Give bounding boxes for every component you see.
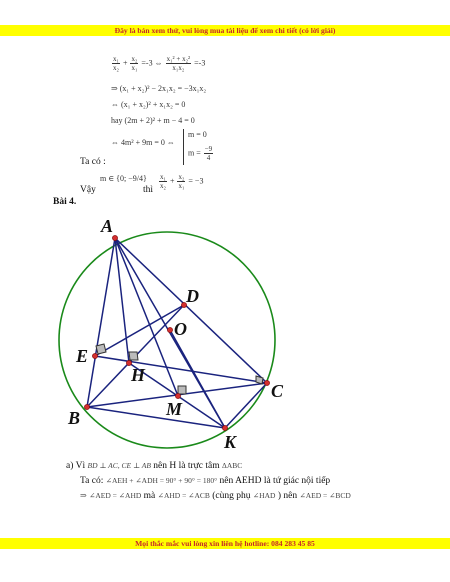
- label-b: B: [68, 408, 81, 428]
- point-o: [167, 327, 172, 332]
- segment-ck: [225, 383, 267, 428]
- label-c: C: [271, 381, 284, 401]
- point-c: [264, 380, 269, 385]
- thi-label: thì: [143, 185, 154, 195]
- math-line-3: ⇔ (x₁ + x₂)² + x₁x₂ = 0: [111, 100, 186, 109]
- math-line-5: ⇔ 4m² + 9m = 0 ⇔: [111, 138, 175, 147]
- point-a: [112, 235, 117, 240]
- segment-ac: [115, 238, 267, 383]
- label-m: M: [166, 399, 183, 419]
- conclusion-expr: $\frac{\text{x₁}}{\text{x₂}}$ + $\frac{\text{x₂}}{\text{x₁}}$ = −3: [160, 173, 204, 190]
- segment-bk: [87, 407, 225, 428]
- label-d: D: [186, 286, 199, 306]
- label-a: A: [101, 216, 114, 236]
- system-eq-2: m = $\frac{-9}{4}$: [188, 145, 213, 162]
- label-k: K: [224, 432, 237, 452]
- label-h: H: [131, 365, 146, 385]
- right-angle-e: [96, 344, 106, 354]
- section-title: Bài 4.: [53, 197, 77, 207]
- math-line-1: $\frac{\text{x₁}}{\text{x₂}}$ + $\frac{\text{x₂}}{\text{x₁}}$ =-3 ⇔ $\frac{\text{x₁² + x₂²}}{\text{x₁x₂}}$ =-3: [113, 55, 206, 72]
- point-b: [84, 404, 89, 409]
- right-angle-h: [129, 352, 138, 360]
- label-o: O: [174, 319, 187, 339]
- vay-label: Vậy: [80, 185, 96, 195]
- right-angle-m: [178, 386, 186, 394]
- part-a-line-2: Ta có: ∠AEH + ∠ADH = 90° + 90° = 180° nên AEHD là tứ giác nội tiếp: [80, 476, 331, 486]
- math-line-4: hay (2m + 2)² + m − 4 = 0: [111, 116, 195, 125]
- ta-co-label: Ta có :: [80, 157, 106, 167]
- label-e: E: [76, 346, 89, 366]
- hotline-banner: Mọi thắc mắc vui lòng xin liên hệ hotline: 084 283 45 85: [0, 538, 450, 549]
- segment-ce: [95, 356, 267, 383]
- point-e: [92, 353, 97, 358]
- point-m: [175, 393, 180, 398]
- part-a-line-3: ⇒ ∠AED = ∠AHD mà ∠AHD = ∠ACB (cùng phụ ∠HAD ) nên ∠AED = ∠BCD: [80, 491, 351, 501]
- right-angle-c: [256, 376, 263, 384]
- point-k: [222, 425, 227, 430]
- preview-banner: Đây là bản xem thử, vui lòng mua tài liệu để xem chi tiết (có lời giải): [0, 25, 450, 36]
- solution-set: m ∈ {0; −9/4}: [100, 174, 147, 183]
- math-line-2: ⇒ (x₁ + x₂)² − 2x₁x₂ = −3x₁x₂: [111, 84, 207, 93]
- system-eq-1: m = 0: [188, 130, 207, 139]
- part-a-line-1: a) Vì BD ⊥ AC, CE ⊥ AB nên H là trực tâm ΔABC: [66, 461, 243, 471]
